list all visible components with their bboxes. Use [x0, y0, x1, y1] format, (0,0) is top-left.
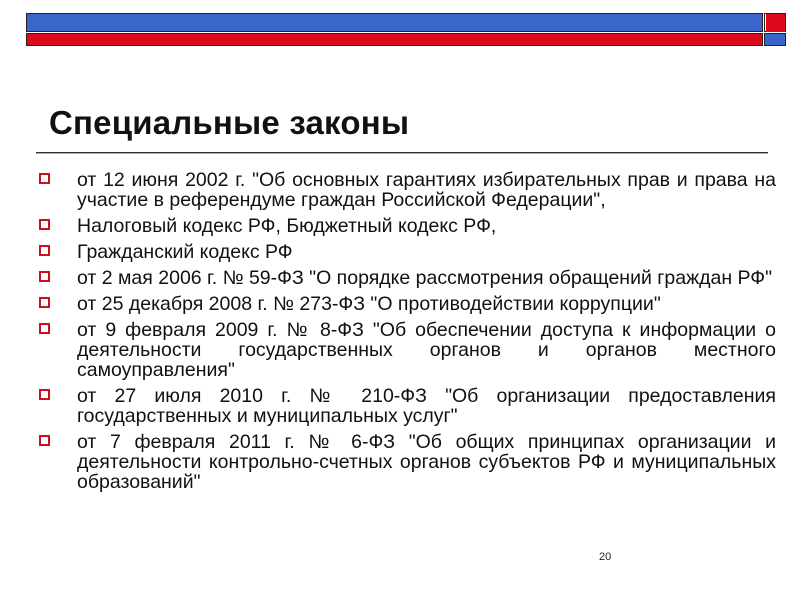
list-item-text: от 12 июня 2002 г. "Об основных гарантиях избирательных прав и права на участие в референдуме граждан Российской Федерации",	[77, 169, 776, 211]
list-item	[36, 294, 776, 314]
page-number: 20	[599, 551, 612, 563]
list-item	[36, 170, 776, 210]
header-red-band	[26, 33, 763, 46]
list-item-text: Налоговый кодекс РФ, Бюджетный кодекс РФ,	[77, 215, 497, 237]
hollow-square-icon	[39, 219, 50, 230]
hollow-square-icon	[39, 323, 50, 334]
list-item	[36, 216, 776, 236]
list-item-text: Гражданский кодекс РФ	[77, 241, 293, 263]
slide-title: Специальные законы	[49, 104, 410, 141]
list-item	[36, 320, 776, 380]
header-blue-band	[26, 13, 763, 32]
list-item-text: от 27 июля 2010 г. № 210-ФЗ "Об организации предоставления государственных и муниципальных услуг"	[77, 385, 776, 427]
list-item	[36, 386, 776, 426]
header-corner-square-red	[766, 14, 785, 32]
list-item	[36, 432, 776, 492]
list-item-text: от 25 декабря 2008 г. № 273-ФЗ "О противодействии коррупции"	[77, 293, 661, 315]
title-divider	[36, 152, 768, 153]
list-item	[36, 268, 776, 288]
list-item-text: от 7 февраля 2011 г. № 6-ФЗ "Об общих принципах организации и деятельности контрольно-счетных органов субъектов РФ и муниципальных образований"	[77, 431, 776, 493]
list-item-text: от 2 мая 2006 г. № 59-ФЗ "О порядке рассмотрения обращений граждан РФ"	[77, 267, 773, 289]
hollow-square-icon	[39, 173, 50, 184]
bullet-list	[36, 170, 776, 498]
hollow-square-icon	[39, 245, 50, 256]
hollow-square-icon	[39, 271, 50, 282]
hollow-square-icon	[39, 435, 50, 446]
hollow-square-icon	[39, 389, 50, 400]
list-item	[36, 242, 776, 262]
hollow-square-icon	[39, 297, 50, 308]
list-item-text: от 9 февраля 2009 г. № 8-ФЗ "Об обеспечении доступа к информации о деятельности государственных органов и органов местного самоуправления"	[77, 319, 776, 381]
header-corner-square-bottom	[764, 33, 786, 46]
